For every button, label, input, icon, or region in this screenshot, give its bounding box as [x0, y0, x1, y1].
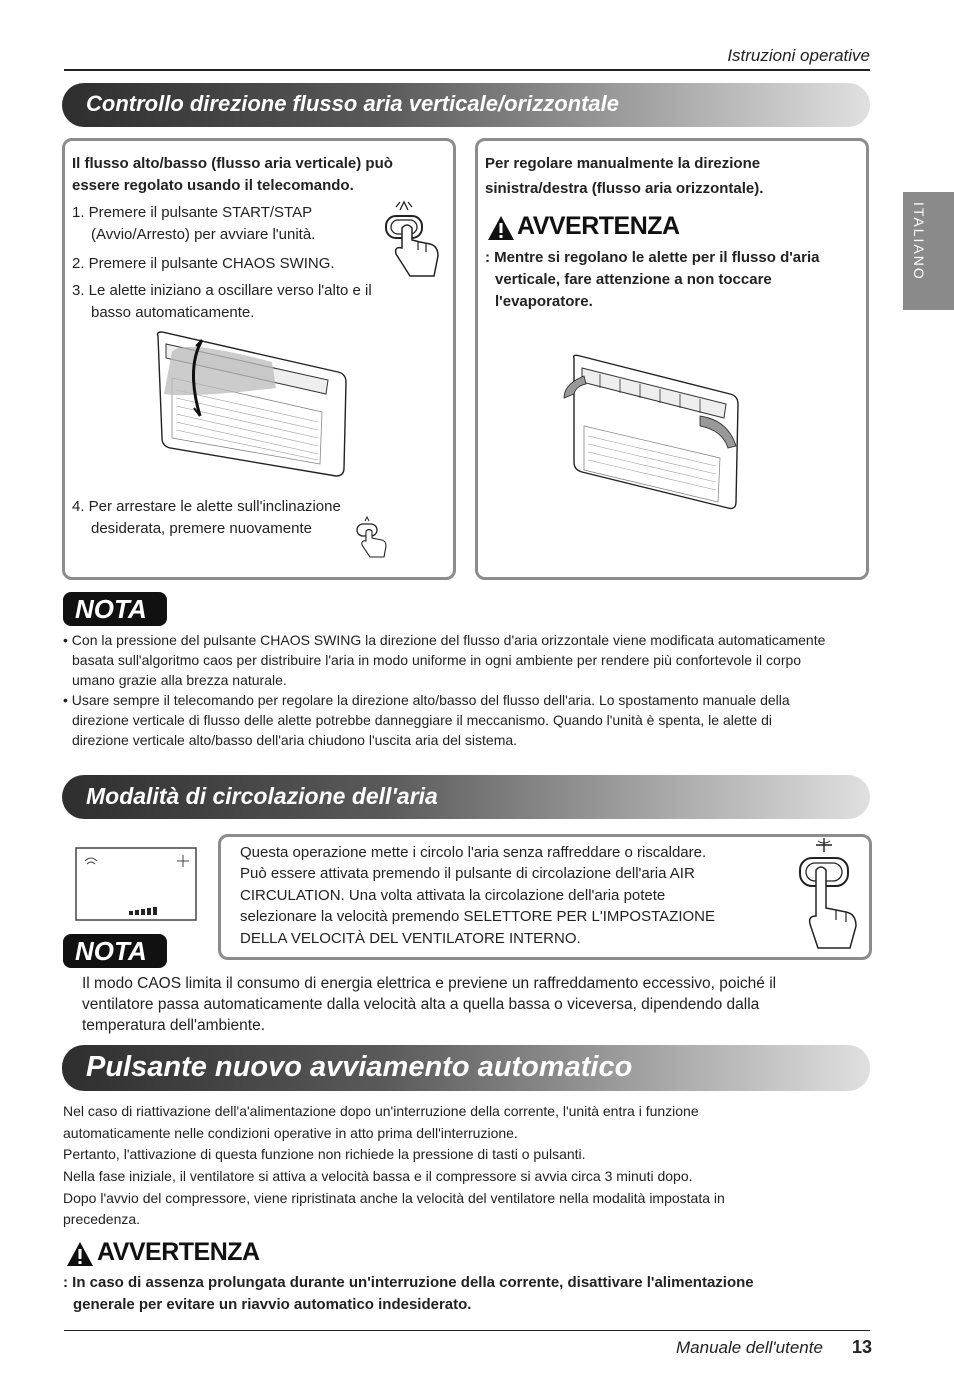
warning-text: verticale, fare attenzione a non toccare: [495, 271, 772, 288]
circulation-text: DELLA VELOCITÀ DEL VENTILATORE INTERNO.: [240, 930, 581, 947]
nota-bullet: umano grazie alla brezza naturale.: [72, 672, 287, 688]
nota-bullet: basata sull'algoritmo caos per distribuire l'aria in modo uniforme in ogni ambiente per rendere più confortevole il corpo: [72, 652, 802, 668]
intro-text: essere regolato usando il telecomando.: [72, 177, 354, 194]
hand-press-swing-icon: [380, 198, 442, 280]
nota-badge: [63, 592, 167, 626]
nota-text: temperatura dell'ambiente.: [82, 1017, 266, 1034]
body-text: precedenza.: [63, 1211, 141, 1227]
hand-press-swing-icon: [354, 515, 388, 559]
warning-triangle-icon: [486, 214, 516, 242]
section-banner-airflow: [62, 83, 870, 127]
body-text: Nel caso di riattivazione dell'a'alimentazione dopo un'interruzione della corrente, l'unità entra i funzione: [63, 1103, 699, 1119]
hand-press-fan-icon: [796, 836, 860, 954]
footer-rule: [64, 1330, 870, 1331]
step-text: basso automaticamente.: [91, 304, 255, 321]
ac-unit-vertical-swing-illustration: [152, 328, 352, 478]
remote-display-icon: [75, 847, 197, 921]
warning-text: generale per evitare un riavvio automatico indesiderato.: [73, 1296, 472, 1313]
step-text: 2. Premere il pulsante CHAOS SWING.: [72, 255, 335, 272]
circulation-text: Questa operazione mette i circolo l'aria senza raffreddare o riscaldare.: [240, 844, 707, 861]
nota-badge: [63, 934, 167, 968]
warning-text: : Mentre si regolano le alette per il flusso d'aria: [485, 249, 820, 266]
body-text: Pertanto, l'attivazione di questa funzione non richiede la pressione di tasti o pulsanti.: [63, 1146, 586, 1162]
nota-bullet: • Usare sempre il telecomando per regolare la direzione alto/basso del flusso dell'aria. Lo spostamento manuale della: [63, 692, 790, 708]
section-title: Controllo direzione flusso aria verticale/orizzontale: [86, 91, 620, 116]
body-text: Dopo l'avvio del compressore, viene ripristinata anche la velocità del ventilatore nella modalità impostata in: [63, 1190, 725, 1206]
language-tab: [903, 192, 954, 310]
footer-manual-label: Manuale dell'utente: [676, 1338, 823, 1357]
header-section-label: Istruzioni operative: [727, 46, 870, 65]
language-tab-label: ITALIANO: [911, 202, 927, 281]
page-number: 13: [852, 1337, 873, 1357]
nota-text: Il modo CAOS limita il consumo di energia elettrica e previene un raffreddamento eccessivo, poiché il: [82, 975, 777, 992]
intro-text: sinistra/destra (flusso aria orizzontale).: [485, 180, 764, 197]
circulation-text: CIRCULATION. Una volta attivata la circolazione dell'aria potete: [240, 887, 666, 904]
warning-triangle-icon: [65, 1240, 95, 1268]
circulation-text: Può essere attivata premendo il pulsante di circolazione dell'aria AIR: [240, 865, 695, 882]
section-title: Pulsante nuovo avviamento automatico: [86, 1051, 633, 1083]
header-rule: [64, 69, 870, 71]
section-title: Modalità di circolazione dell'aria: [86, 783, 438, 809]
warning-title: AVVERTENZA: [97, 1238, 260, 1266]
nota-bullet: direzione verticale alto/basso dell'aria chiudono l'uscita aria del sistema.: [72, 732, 518, 748]
nota-label: NOTA: [75, 936, 147, 966]
step-text: 1. Premere il pulsante START/STAP: [72, 204, 313, 221]
warning-text: : In caso di assenza prolungata durante un'interruzione della corrente, disattivare l'alimentazione: [63, 1274, 754, 1291]
nota-bullet: • Con la pressione del pulsante CHAOS SWING la direzione del flusso d'aria orizzontale viene modificata automaticamente: [63, 632, 826, 648]
intro-text: Il flusso alto/basso (flusso aria verticale) può: [72, 155, 393, 172]
warning-title: AVVERTENZA: [517, 212, 680, 240]
circulation-text: selezionare la velocità premendo SELETTORE PER L'IMPOSTAZIONE: [240, 908, 715, 925]
nota-text: ventilatore passa automaticamente dalla velocità alta a quella bassa o viceversa, dipendendo dalla: [82, 996, 760, 1013]
step-text: 4. Per arrestare le alette sull'inclinazione: [72, 498, 341, 515]
step-text: (Avvio/Arresto) per avviare l'unità.: [91, 226, 316, 243]
body-text: automaticamente nelle condizioni operative in atto prima dell'interruzione.: [63, 1125, 518, 1141]
warning-text: l'evaporatore.: [495, 293, 593, 310]
nota-bullet: direzione verticale di flusso delle alette potrebbe danneggiare il meccanismo. Quando l'unità è spenta, le alette di: [72, 712, 772, 728]
step-text: desiderata, premere nuovamente: [91, 520, 312, 537]
ac-unit-horizontal-swing-illustration: [560, 354, 744, 512]
section-banner-air-circulation: [62, 775, 870, 819]
intro-text: Per regolare manualmente la direzione: [485, 155, 761, 172]
section-banner-auto-restart: [62, 1045, 870, 1091]
nota-label: NOTA: [75, 594, 147, 624]
step-text: 3. Le alette iniziano a oscillare verso l'alto e il: [72, 282, 372, 299]
body-text: Nella fase iniziale, il ventilatore si attiva a velocità bassa e il compressore si avvia circa 3 minuti dopo.: [63, 1168, 693, 1184]
